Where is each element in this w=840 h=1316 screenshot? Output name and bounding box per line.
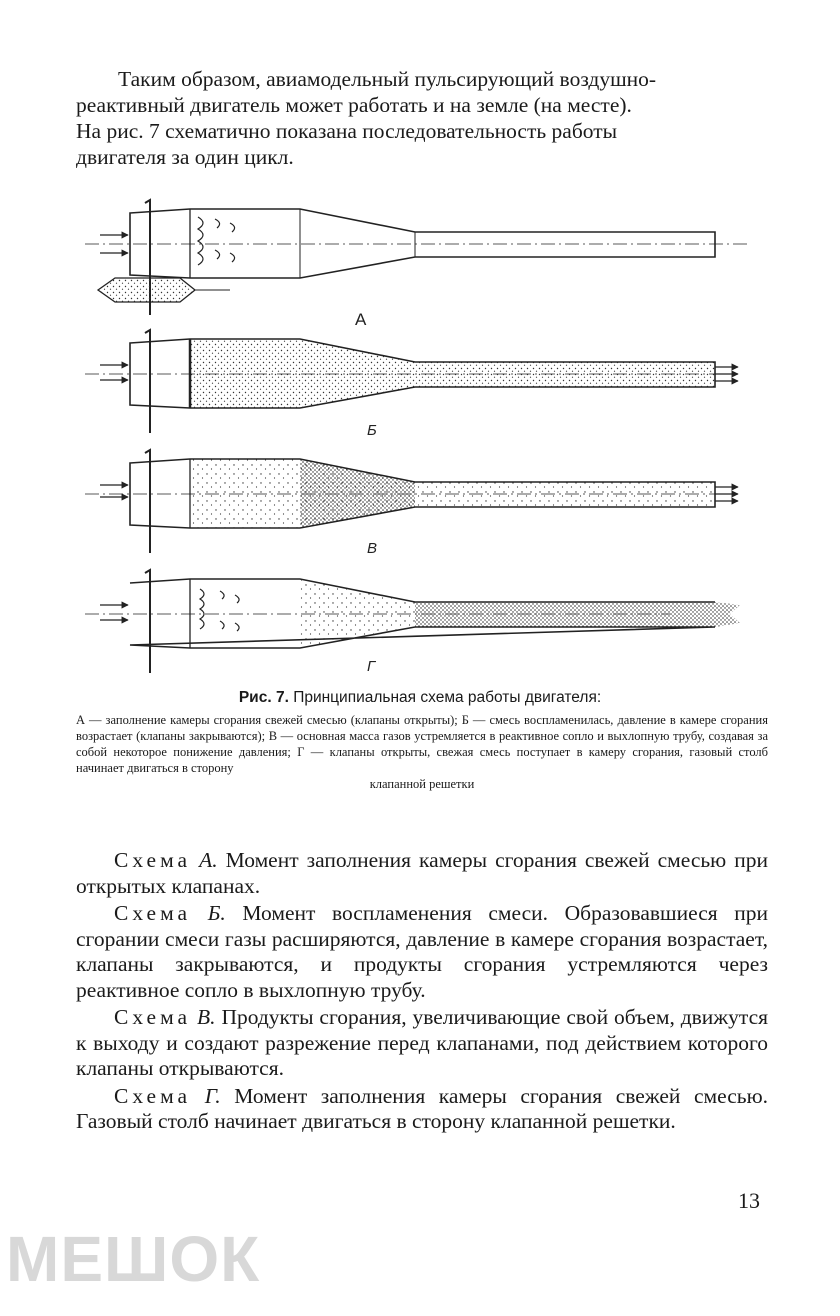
scheme-text: Продукты сгорания, увеличивающие свой объем, движутся к выходу и создают разрежение перед клапанами, под действием которого клапаны открываются.	[76, 1005, 769, 1080]
engine-diagram	[70, 195, 770, 685]
scheme-word: Схема	[114, 1083, 192, 1108]
intro-line: Таким образом, авиамодельный пульсирующий воздушно-	[118, 67, 657, 91]
scheme-letter: В.	[197, 1005, 216, 1029]
panel-label-g: Г	[367, 658, 376, 675]
engine-g	[85, 570, 740, 673]
scheme-letter: А.	[199, 848, 218, 872]
scheme-letter: Б.	[207, 901, 226, 925]
scheme-paragraph	[76, 901, 768, 1003]
panel-label-a: А	[355, 310, 367, 329]
figure-title: Принципиальная схема работы двигателя:	[293, 689, 602, 706]
body-text	[76, 848, 768, 1135]
page-number: 13	[738, 1188, 760, 1213]
engine-v	[85, 450, 738, 553]
intro-line: реактивный двигатель может работать и на земле (на месте).	[76, 93, 632, 117]
scheme-word: Схема	[114, 848, 192, 872]
intro-line: На рис. 7 схематично показана последовательность работы	[76, 119, 618, 143]
figure-caption-title	[0, 689, 840, 707]
scheme-word: Схема	[114, 1005, 192, 1029]
scheme-paragraph	[76, 1005, 768, 1082]
scheme-word: Схема	[114, 901, 192, 925]
figure-caption-body	[76, 712, 768, 792]
intro-line: двигателя за один цикл.	[76, 145, 294, 169]
panel-label-b: Б	[367, 422, 377, 439]
caption-text-last: клапанной решетки	[369, 777, 475, 791]
engine-b	[85, 330, 738, 433]
engine-a	[85, 200, 750, 315]
panel-label-v: В	[367, 540, 378, 557]
scheme-text: Момент заполнения камеры сгорания свежей смесью при открытых клапанах.	[76, 848, 769, 898]
watermark-logo: МЕШОК	[6, 1223, 261, 1295]
engine-cycle-figure	[70, 195, 770, 685]
scheme-text: Момент воспламенения смеси. Образовавшиеся при сгорании смеси газы расширяются, давление в камере сгорания возрастает, клапаны закрываются, и продукты сгорания устремляются через реактивное сопло в выхлопную трубу.	[76, 901, 769, 1002]
scheme-paragraph	[76, 1084, 768, 1135]
figure-label: Рис. 7.	[238, 689, 289, 706]
scheme-paragraph	[76, 848, 768, 899]
scheme-text: Момент заполнения камеры сгорания свежей смесью. Газовый столб начинает двигаться в сторону клапанной решетки.	[76, 1083, 769, 1133]
scheme-letter: Г.	[204, 1083, 221, 1108]
intro-paragraph	[76, 66, 768, 170]
caption-text: А — заполнение камеры сгорания свежей смесью (клапаны открыты); Б — смесь воспламенилась, давление в камере сгорания возрастает (клапаны закрываются); В — основная масса газов устремляется в реактивное сопло и выхлопную трубу, создавая за собой некоторое понижение давления; Г — клапаны открыты, свежая смесь поступает в камеру сгорания, газовый столб начинает двигаться в сторону	[76, 713, 768, 775]
